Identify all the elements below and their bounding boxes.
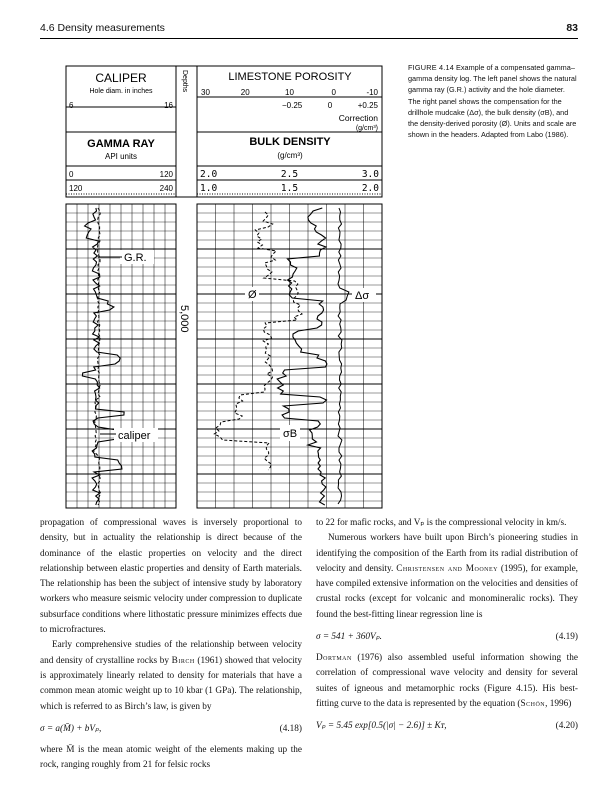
caliper-max: 16 [164,101,173,110]
caliper-subtitle: Hole diam. in inches [89,88,153,95]
paragraph: to 22 for mafic rocks, and Vₚ is the compressional velocity in km/s. [316,518,567,528]
paragraph: Dortman (1976) also assembled useful information showing the correlation of compressional wave velocity and density for several suites of igneous and metamorphic rocks (Figure 4.15). His best-fitting curve to the data is represented by the equation (Schön, 1996) [316,653,578,709]
depths-label: Depths [181,70,188,93]
tick-label: 20 [240,88,250,97]
gamma-scale1-max: 120 [159,170,173,179]
figure-caption [408,62,578,140]
equation-4-18: σ = a(M̄) + bVₚ, (4.18) [40,723,302,734]
tick-label: 1.0 [200,183,218,194]
paragraph: where M̄ is the mean atomic weight of the elements making up the rock, ranging roughly from 21 for felsic rocks [40,744,302,771]
citation: Dortman [316,653,352,664]
section-title: 4.6 Density measurements [40,22,165,34]
paragraph: Early comprehensive studies of the relationship between velocity and density of crystalline rocks by Birch (1961) showed that velocity is approximately linearly related to density for materials that have a common mean atomic weight up to 10 kbar (1 GPa). The relationship, which is referred to as Birch’s law, is given by [40,640,302,712]
tick-label: 2.0 [361,183,379,194]
bulk-density-title: BULK DENSITY [249,136,331,148]
tick-label: 0 [327,101,333,110]
left-track-grid [66,204,176,508]
gamma-title: GAMMA RAY [87,138,155,150]
caliper-curve-label: caliper [118,430,151,442]
equation-4-20: Vₚ = 5.45 exp[0.5(|σ| − 2.6)] ± Kᴛ, (4.20) [316,721,578,732]
porosity-ticks [201,88,379,97]
citation: Christensen and Mooney [396,563,498,574]
tick-label: 10 [285,88,294,97]
citation: Schön [520,698,546,709]
gamma-subtitle: API units [104,152,138,161]
sigma-b-label: σB [283,428,298,440]
delta-sigma-curve [338,208,349,504]
porosity-title: LIMESTONE POROSITY [228,71,352,83]
correction-unit: (g/cm³) [355,125,378,132]
gamma-ray-curve [82,208,124,505]
citation: Birch [171,655,195,666]
caliper-title: CALIPER [95,71,147,85]
tick-label: -10 [366,88,378,97]
tick-label: 3.0 [361,169,379,180]
correction-ticks [282,101,379,110]
gamma-scale2-min: 120 [69,184,83,193]
body-column-left [40,516,302,773]
gamma-scale1-min: 0 [69,170,74,179]
gamma-scale2-max: 240 [159,184,173,193]
caliper-min: 6 [69,101,74,110]
right-track-grid [197,204,382,508]
figure-caption-text: Example of a compensated gamma–gamma density log. The left panel shows the natural gamma ray (G.R.) activity and the hole diameter. The right panel shows the compensation for the drillhole mudcake (Δσ), the bulk density (σB), and the density-derived porosity (Ø). Units and scale are shown in the headers. Adapted from Labo (1986). [408,63,577,140]
delta-sigma-label: Δσ [355,290,370,302]
tick-label: 1.5 [280,183,299,194]
paragraph: Numerous workers have built upon Birch’s pioneering studies in identifying the composition of the Earth from its radial distribution of velocity and density. Christensen and Mooney (1995), for example, have compiled extensive information on the velocities and densities of crustal rocks (except for volcanic and monomineralic rocks). They found the best-fitting linear regression line is [316,533,578,620]
bulk-density-curve [277,208,327,505]
figure-label: FIGURE 4.14 [408,63,454,72]
bulk-scale-1 [200,169,379,180]
tick-label: 2.5 [280,169,299,180]
page-number: 83 [566,22,578,34]
correction-label: Correction [338,113,378,123]
tick-label: 30 [201,88,210,97]
porosity-curve-label: Ø [248,289,257,301]
depth-mark: 5,000 [178,305,190,333]
tick-label: +0.25 [357,101,378,110]
tick-label: 2.0 [200,169,218,180]
bulk-scale-2 [200,183,379,194]
gr-label: G.R. [124,252,147,264]
bulk-density-unit: (g/cm³) [277,151,303,160]
equation-4-19: σ = 541 + 360Vₚ. (4.19) [316,632,578,643]
tick-label: 0 [331,88,336,97]
body-column-right [316,516,578,740]
tick-label: −0.25 [282,101,303,110]
paragraph: propagation of compressional waves is inversely proportional to density, but in actuality the relationship is direct because of the dominance of the elastic properties on velocity and the direct relationship between elastic properties and density of Earth materials. The relationship has been the subject of intensive study by laboratory workers who measure seismic velocity under compression to duplicate subsurface conditions where lithostatic pressure minimizes effects due to microfractures. [40,518,302,636]
